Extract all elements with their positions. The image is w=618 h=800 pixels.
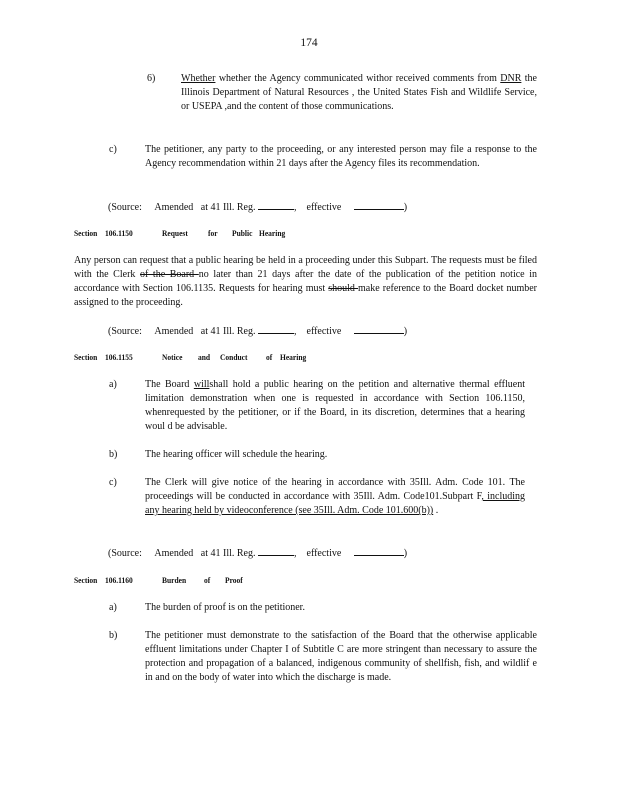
inserted-text: DNR <box>500 73 522 84</box>
list-item-b: The petitioner must demonstrate to the satisfaction of the Board that the otherwise applicable effluent limitations under Chapter I of Subtitle C are more stringent than necessary to assure the protection and propagation of a balanced, indigenous community of shellfish, fish, and wildlif e in and on the body of water into which the discharge is made. <box>145 630 537 683</box>
list-item-b: The hearing officer will schedule the hearing. <box>145 449 328 460</box>
inserted-text: will <box>193 379 210 390</box>
deleted-text: of the Board <box>140 269 199 280</box>
item-label: c) <box>109 477 117 488</box>
source-note: (Source: Amended at 41 Ill. Reg. , effective ) <box>108 199 407 215</box>
item-label: 6) <box>147 73 156 84</box>
section-heading: Section 106.1150 Request for Public Hearing <box>74 228 286 239</box>
item-label: a) <box>109 379 117 390</box>
item-label: a) <box>109 602 117 613</box>
list-item-6: Whether whether the Agency communicated withor received comments from DNR the Illinois Department of Natural Resources , the United States Fish and Wildlife Service, or USEPA ,and the content of those communications. <box>181 73 537 112</box>
section-heading: Section 106.1160 Burden of Proof <box>74 575 243 586</box>
deleted-text: should <box>328 283 359 294</box>
source-note: (Source: Amended at 41 Ill. Reg. , effective ) <box>108 545 407 561</box>
item-label: b) <box>109 449 118 460</box>
item-label: b) <box>109 630 118 641</box>
item-label: c) <box>109 144 117 155</box>
inserted-text: , including any hearing held by videoconference (see 35Ill. Adm. Code 101.600(b)) <box>145 491 525 516</box>
list-item-a: The burden of proof is on the petitioner. <box>145 602 305 613</box>
source-note: (Source: Amended at 41 Ill. Reg. , effective ) <box>108 323 407 339</box>
inserted-text: Whether <box>181 73 216 84</box>
list-item-c: The petitioner, any party to the proceeding, or any interested person may file a response to the Agency recommendation within 21 days after the Agency files its recommendation. <box>145 144 537 169</box>
section-heading: Section 106.1155 Notice and Conduct of Hearing <box>74 352 307 363</box>
section-paragraph: Any person can request that a public hearing be held in a proceeding under this Subpart. The requests must be filed with the Clerk of the Board no later than 21 days after the date of the publication of the petition notice in accordance with Section 106.1135. Requests for hearing must should make reference to the Board docket number assigned to the proceeding. <box>74 255 537 308</box>
list-item-c: The Clerk will give notice of the hearing in accordance with 35Ill. Adm. Code 101. The proceedings will be conducted in accordance with 35Ill. Adm. Code101.Subpart F, including any hearing held by videoconference (see 35Ill. Adm. Code 101.600(b)) . <box>145 477 525 516</box>
list-item-a: The Board willshall hold a public hearing on the petition and alternative thermal effluent limitation demonstration when one is requested in accordance with Section 106.1150, whenrequested by the petitioner, or if the Board, in its discretion, determines that a hearing woul d be advisable. <box>145 379 525 432</box>
page-number: 174 <box>300 37 318 49</box>
